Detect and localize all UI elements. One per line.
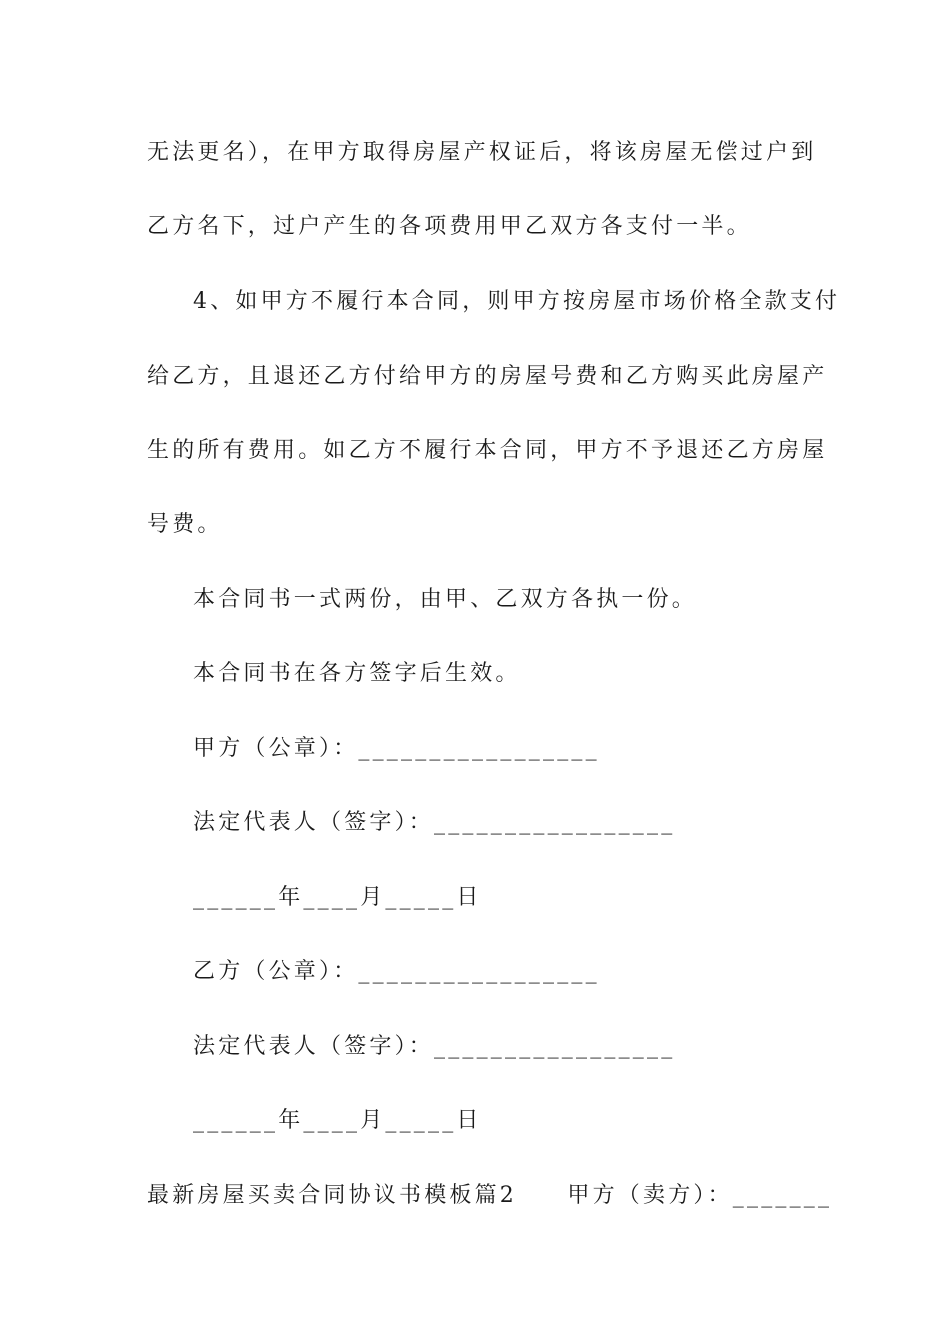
next-section-heading: 最新房屋买卖合同协议书模板篇2 甲方（卖方）：_______ <box>147 1183 833 1208</box>
party-a-seal-field: 甲方（公章）：_________________ <box>193 736 600 761</box>
party-b-seal-field: 乙方（公章）：_________________ <box>193 959 600 984</box>
paragraph-line: 给乙方，且退还乙方付给甲方的房屋号费和乙方购买此房屋产 <box>147 364 828 389</box>
paragraph-line: 无法更名），在甲方取得房屋产权证后，将该房屋无偿过户到 <box>147 140 817 165</box>
paragraph-line: 号费。 <box>147 512 223 537</box>
paragraph-line: 乙方名下，过户产生的各项费用甲乙双方各支付一半。 <box>147 214 752 239</box>
copies-clause: 本合同书一式两份，由甲、乙双方各执一份。 <box>193 587 698 612</box>
paragraph-line: 生的所有费用。如乙方不履行本合同，甲方不予退还乙方房屋 <box>147 438 828 463</box>
party-a-representative-field: 法定代表人（签字）：_________________ <box>193 810 676 835</box>
clause-4-line: 4、如甲方不履行本合同，则甲方按房屋市场价格全款支付 <box>193 289 841 314</box>
effective-clause: 本合同书在各方签字后生效。 <box>193 661 521 686</box>
party-a-date-field: ______年____月_____日 <box>193 885 482 910</box>
party-b-date-field: ______年____月_____日 <box>193 1108 482 1133</box>
party-b-representative-field: 法定代表人（签字）：_________________ <box>193 1034 676 1059</box>
